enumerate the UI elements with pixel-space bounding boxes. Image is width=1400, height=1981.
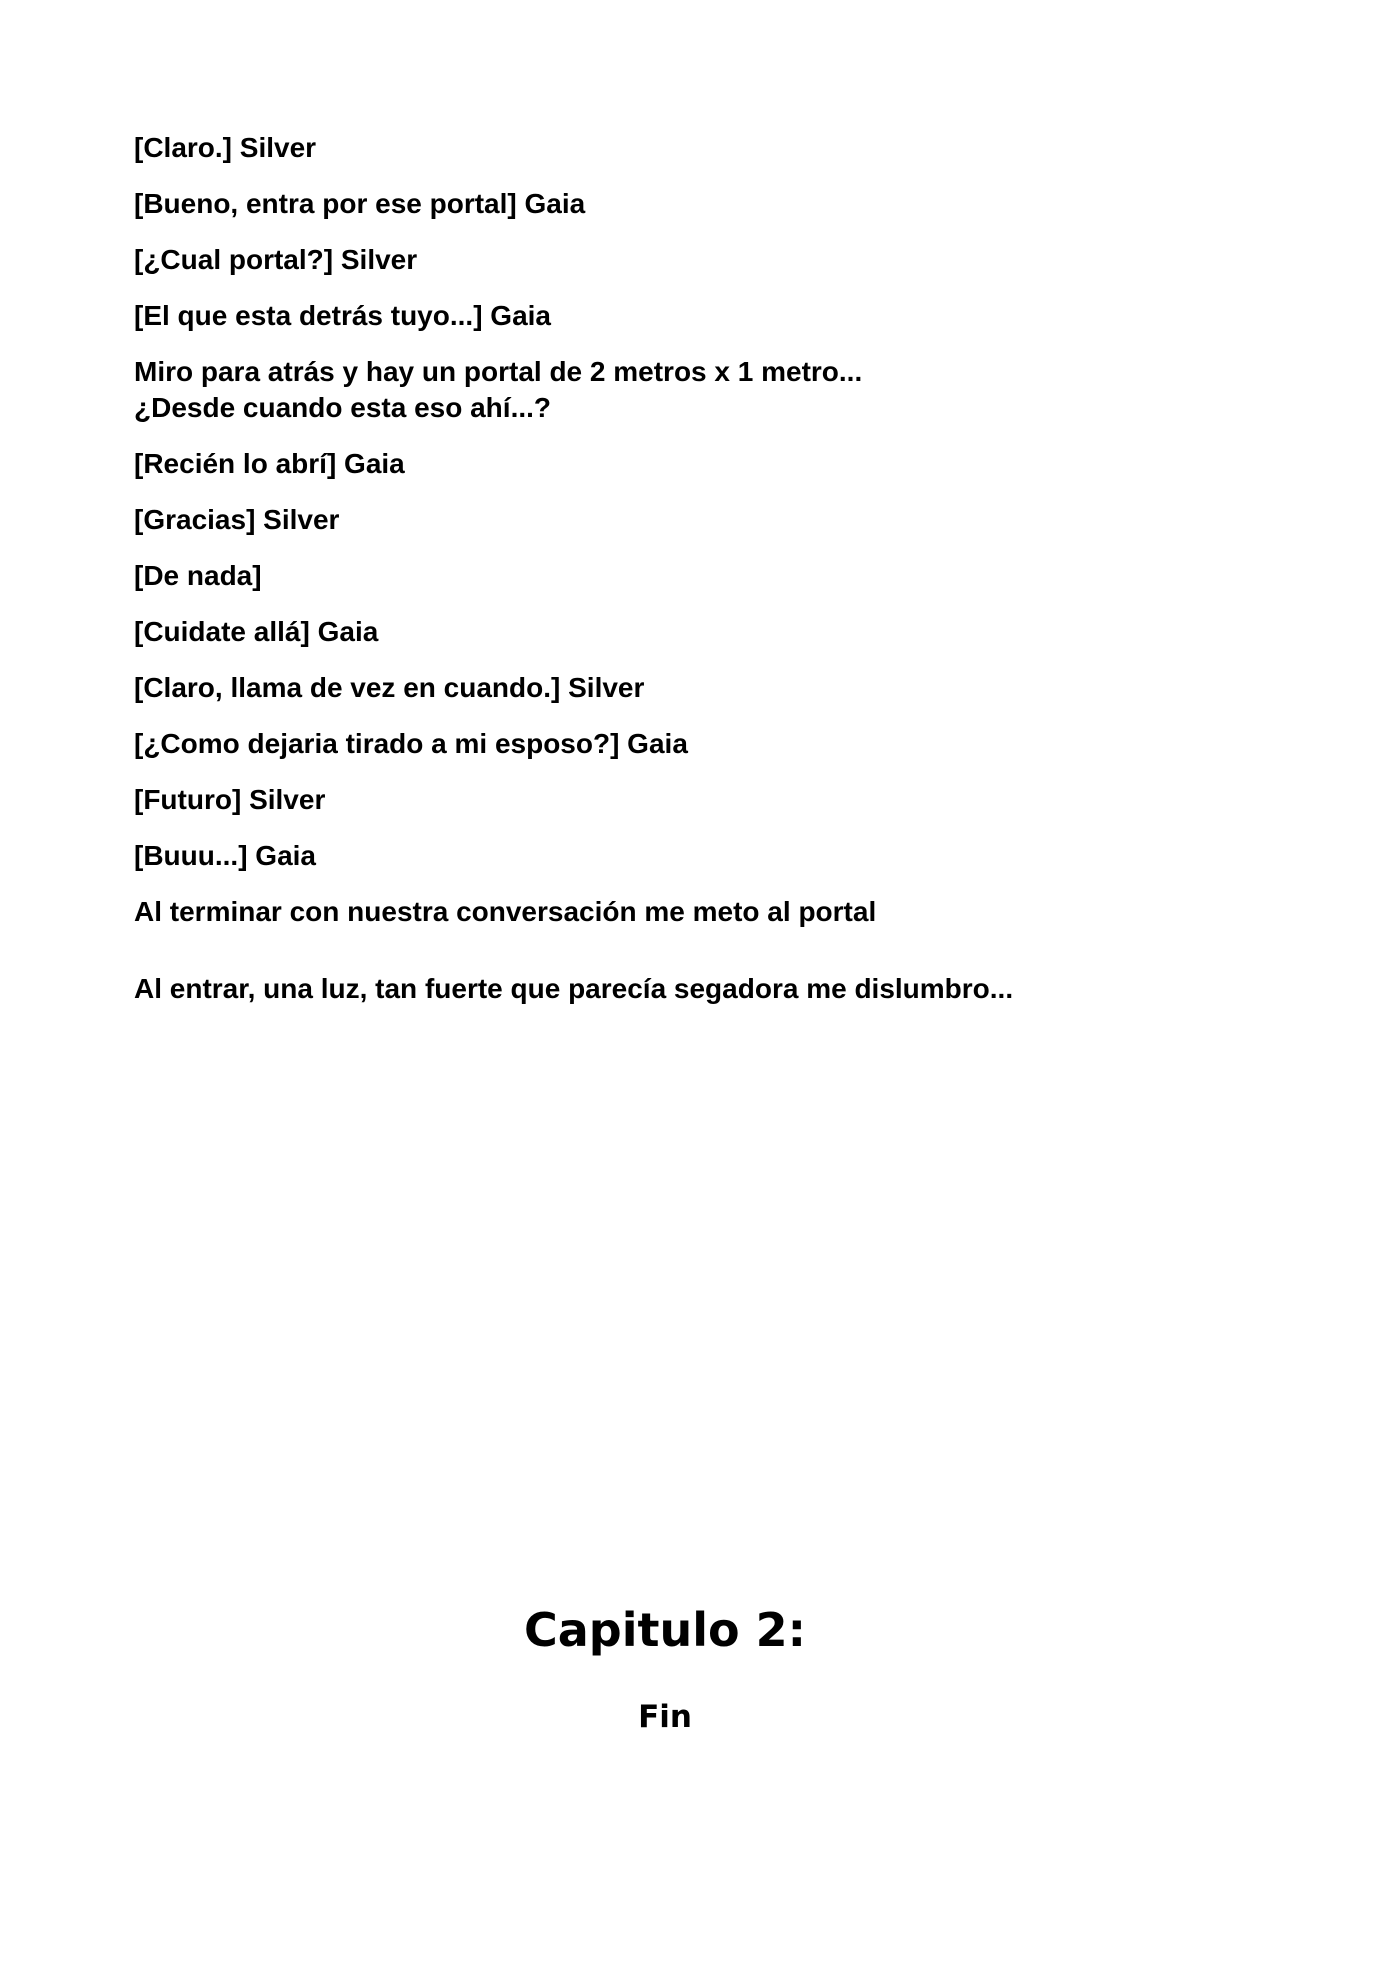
dialogue-line: [Claro, llama de vez en cuando.] Silver xyxy=(134,672,645,703)
narration-line: Al terminar con nuestra conversación me meto al portal xyxy=(134,896,877,927)
dialogue-line: [Bueno, entra por ese portal] Gaia xyxy=(134,188,586,219)
dialogue-line: [Buuu...] Gaia xyxy=(134,840,316,871)
dialogue-line: [Claro.] Silver xyxy=(134,132,317,163)
dialogue-line: [Gracias] Silver xyxy=(134,504,340,535)
narration-paragraph xyxy=(134,354,1234,426)
story-text xyxy=(134,130,1234,1027)
narration-line: Al entrar, una luz, tan fuerte que parecía segadora me dislumbro... xyxy=(134,973,1014,1004)
dialogue-line: [¿Cual portal?] Silver xyxy=(134,244,418,275)
dialogue-line: [Recién lo abrí] Gaia xyxy=(134,448,405,479)
dialogue-line: [De nada] xyxy=(134,560,262,591)
chapter-end: Fin xyxy=(638,1699,692,1735)
narration-line: Miro para atrás y hay un portal de 2 metros x 1 metro... xyxy=(134,356,863,387)
narration-line: ¿Desde cuando esta eso ahí...? xyxy=(134,392,552,423)
dialogue-line: [El que esta detrás tuyo...] Gaia xyxy=(134,300,552,331)
chapter-title: Capitulo 2: xyxy=(523,1603,807,1657)
dialogue-line: [Cuidate allá] Gaia xyxy=(134,616,379,647)
dialogue-line: [Futuro] Silver xyxy=(134,784,326,815)
dialogue-line: [¿Como dejaria tirado a mi esposo?] Gaia xyxy=(134,728,688,759)
